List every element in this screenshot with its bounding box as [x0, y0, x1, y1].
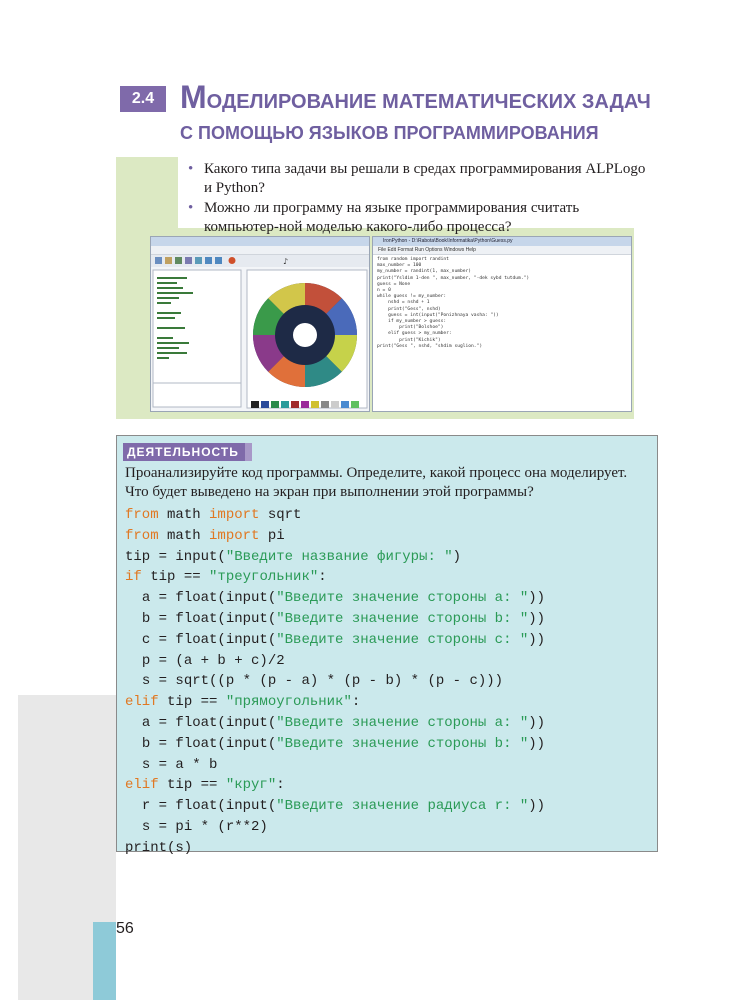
code-line — [125, 796, 545, 817]
code-text: s = sqrt((p * (p - a) * (p - b) * (p - c))) — [141, 673, 504, 690]
code-text: ) — [452, 548, 462, 565]
python-code-line: while guess != my_number: — [377, 294, 447, 300]
alplogo-window-body — [151, 255, 369, 410]
code-text: )) — [528, 590, 546, 607]
page-number: 56 — [116, 920, 134, 937]
section-title — [180, 80, 651, 145]
code-line — [125, 567, 545, 588]
alplogo-menubar — [151, 246, 369, 255]
python-menubar — [373, 246, 631, 255]
python-code-line: elif guess > my_number: — [377, 331, 452, 337]
code-text: c = float(input( — [141, 631, 277, 648]
alplogo-screenshot — [150, 236, 370, 412]
activity-box — [116, 435, 658, 856]
python-titlebar: IronPython - D:\Rabota\Book\Informatika\Python\Guess.py — [373, 237, 631, 246]
code-text: a = float(input( — [141, 714, 277, 731]
code-line — [125, 755, 545, 776]
code-line — [125, 692, 545, 713]
python-menu-item: Edit — [387, 247, 397, 253]
code-string: "прямоугольник" — [225, 694, 352, 711]
code-text: math — [158, 527, 210, 544]
code-text: b = float(input( — [141, 735, 277, 752]
code-string: "Введите название фигуры: " — [225, 548, 453, 565]
code-line — [125, 838, 545, 859]
code-keyword: from — [125, 507, 159, 523]
code-keyword: import — [209, 507, 260, 523]
code-line — [125, 671, 545, 692]
code-text: )) — [528, 798, 546, 815]
code-text: sqrt — [259, 507, 302, 523]
python-code-line: print("Gess ", nshd, "shdim suglion.") — [377, 343, 483, 349]
code-text: : — [276, 777, 285, 794]
code-text: tip == — [158, 777, 226, 794]
code-text: )) — [528, 714, 546, 731]
code-text: b = float(input( — [141, 610, 277, 627]
code-string: "Введите значение стороны b: " — [276, 735, 529, 752]
code-line — [125, 505, 545, 526]
python-menu-item: Run — [414, 247, 424, 253]
activity-code — [125, 505, 545, 859]
code-keyword: elif — [125, 777, 159, 794]
python-code-line: nshd = nshd + 1 — [377, 300, 430, 306]
title-line-1: ОДЕЛИРОВАНИЕ МАТЕМАТИЧЕСКИХ ЗАДАЧ — [206, 91, 651, 113]
code-text: tip = input( — [125, 548, 226, 565]
color-palette — [251, 401, 359, 408]
python-code-line: print("Bolshoe") — [377, 325, 444, 331]
code-text: )) — [528, 735, 546, 752]
activity-label: ДЕЯТЕЛЬНОСТЬ — [123, 443, 245, 461]
code-text: r = float(input( — [141, 798, 277, 815]
code-line — [125, 734, 545, 755]
title-initial: М — [180, 79, 207, 115]
code-line — [125, 630, 545, 651]
python-code-line: max_number = 100 — [377, 263, 422, 269]
code-text: )) — [528, 631, 546, 648]
python-menu-item: Format — [397, 247, 414, 253]
code-line — [125, 713, 545, 734]
code-text: pi — [259, 527, 285, 544]
code-line — [125, 609, 545, 630]
python-code-line: print("Gess", nshd) — [377, 306, 441, 312]
code-string: "Введите значение стороны a: " — [276, 714, 529, 731]
python-menu-item: Help — [465, 247, 476, 253]
code-string: "Введите значение радиуса r: " — [276, 798, 529, 815]
code-string: "Введите значение стороны b: " — [276, 610, 529, 627]
python-menu-item: File — [378, 247, 387, 253]
code-text: math — [158, 507, 210, 523]
python-code-editor — [373, 255, 631, 352]
code-string: "Введите значение стороны c: " — [276, 631, 529, 648]
python-code-line: print("Ysldim 1-den ", max_number, "-dek sybd tutdum.") — [377, 275, 530, 281]
activity-task: Проанализируйте код программы. Определите, какой процесс она моделирует. Что будет выведено на экран при выполнении этой программы? — [125, 465, 628, 500]
title-line-2: С ПОМОЩЬЮ ЯЗЫКОВ ПРОГРАММИРОВАНИЯ — [180, 123, 599, 143]
code-line — [125, 588, 545, 609]
intro-questions — [186, 160, 656, 238]
svg-text:♪: ♪ — [283, 257, 289, 266]
code-text: : — [351, 694, 361, 711]
python-code-line: from random import randint — [377, 257, 449, 262]
code-keyword: from — [125, 527, 159, 544]
python-code-line: print("Kichik") — [377, 337, 441, 343]
code-text: p = (a + b + c)/2 — [141, 652, 285, 669]
python-code-line: guess = int(input("Ponizhnaya vasha: ")) — [377, 312, 499, 318]
code-line — [125, 526, 545, 547]
code-keyword: elif — [125, 694, 159, 711]
code-text: s = a * b — [141, 756, 218, 773]
margin-strip-accent — [93, 922, 116, 1000]
spiral-drawing — [253, 283, 357, 387]
code-text: print(s) — [125, 839, 193, 856]
code-text: a = float(input( — [141, 590, 277, 607]
alplogo-titlebar — [151, 237, 369, 246]
python-screenshot — [372, 236, 632, 412]
python-menu-item: Windows — [443, 247, 465, 253]
code-string: "Введите значение стороны a: " — [276, 590, 529, 607]
code-line — [125, 651, 545, 672]
python-code-line: n = 0 — [377, 288, 391, 294]
code-line — [125, 817, 545, 838]
code-text: s = pi * (r**2) — [141, 818, 268, 835]
code-text: )) — [528, 610, 546, 627]
python-code-line: if my_number > guess: — [377, 319, 447, 325]
code-text: tip == — [158, 694, 226, 711]
python-menu-item: Options — [425, 247, 443, 253]
code-string: "круг" — [225, 777, 277, 794]
code-line — [125, 547, 545, 568]
python-code-line: my_number = randint(1, max_number) — [377, 269, 472, 275]
code-keyword: if — [125, 569, 142, 586]
code-keyword: import — [209, 527, 260, 544]
code-string: "треугольник" — [209, 569, 319, 586]
code-text: tip == — [141, 569, 210, 586]
section-number: 2.4 — [120, 86, 166, 112]
code-text: : — [318, 569, 327, 586]
code-line — [125, 775, 545, 796]
question-item: • Можно ли программу на языке программирования считать компьютер-ной моделью какого-либо процесса? — [186, 199, 656, 237]
python-code-line: guess = None — [377, 281, 411, 287]
question-item: • Какого типа задачи вы решали в средах программирования ALPLogo и Python? — [186, 160, 656, 198]
